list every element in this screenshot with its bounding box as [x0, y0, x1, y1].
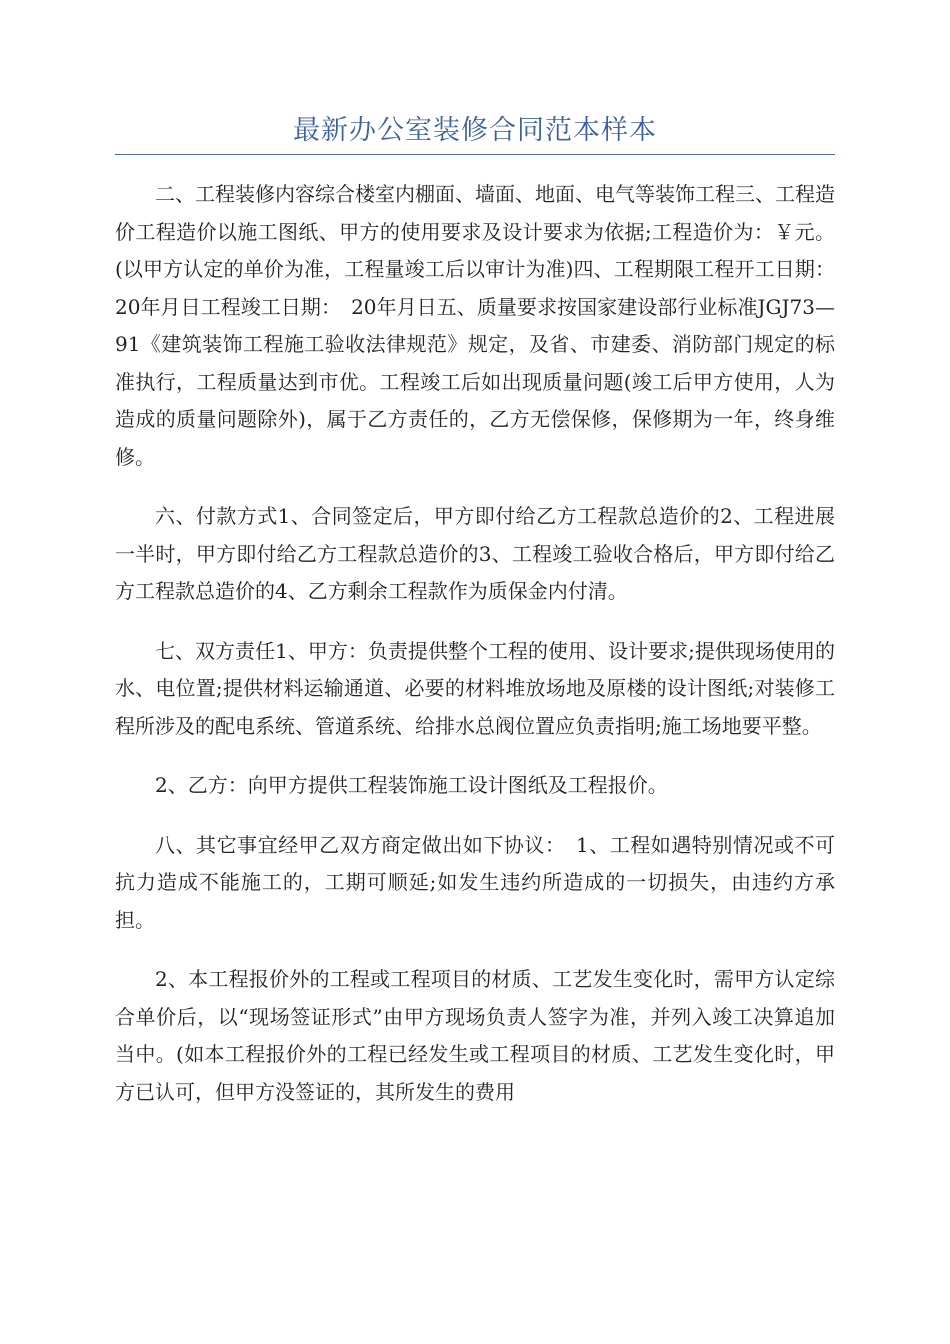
document-body: [115, 176, 835, 1133]
title-divider: [115, 154, 835, 155]
paragraph-sections-2-5: 二、工程装修内容综合楼室内棚面、墙面、地面、电气等装饰工程三、工程造价工程造价以施工图纸、甲方的使用要求及设计要求为依据;工程造价为：￥元。(以甲方认定的单价为准，工程量竣工后以审计为准)四、工程期限工程开工日期：20年月日工程竣工日期： 20年月日五、质量要求按国家建设部行业标准JGJ73—91《建筑装饰工程施工验收法律规范》规定，及省、市建委、消防部门规定的标准执行，工程质量达到市优。工程竣工后如出现质量问题(竣工后甲方使用，人为造成的质量问题除外)，属于乙方责任的，乙方无偿保修，保修期为一年，终身维修。: [115, 182, 835, 469]
paragraph-section-7-party-a: 七、双方责任1、甲方：负责提供整个工程的使用、设计要求;提供现场使用的水、电位置;提供材料运输通道、必要的材料堆放场地及原楼的设计图纸;对装修工程所涉及的配电系统、管道系统、给排水总阀位置应负责指明;施工场地要平整。: [115, 638, 835, 738]
paragraph-section-8-item-1: 八、其它事宜经甲乙双方商定做出如下协议： 1、工程如遇特别情况或不可抗力造成不能施工的，工期可顺延;如发生违约所造成的一切损失，由违约方承担。: [115, 832, 835, 932]
document-title: 最新办公室装修合同范本样本: [293, 115, 657, 146]
paragraph-section-6-payment: 六、付款方式1、合同签定后，甲方即付给乙方工程款总造价的2、工程进展一半时，甲方即付给乙方工程款总造价的3、工程竣工验收合格后，甲方即付给乙方工程款总造价的4、乙方剩余工程款作为质保金内付清。: [115, 504, 835, 603]
paragraph-section-7-party-b: 2、乙方：向甲方提供工程装饰施工设计图纸及工程报价。: [155, 773, 668, 797]
paragraph-section-8-item-2: 2、本工程报价外的工程或工程项目的材质、工艺发生变化时，需甲方认定综合单价后，以“现场签证形式”由甲方现场负责人签字为准，并列入竣工决算追加当中。(如本工程报价外的工程已经发生或工程项目的材质、工艺发生变化时，甲方已认可，但甲方没签证的，其所发生的费用: [115, 967, 835, 1104]
